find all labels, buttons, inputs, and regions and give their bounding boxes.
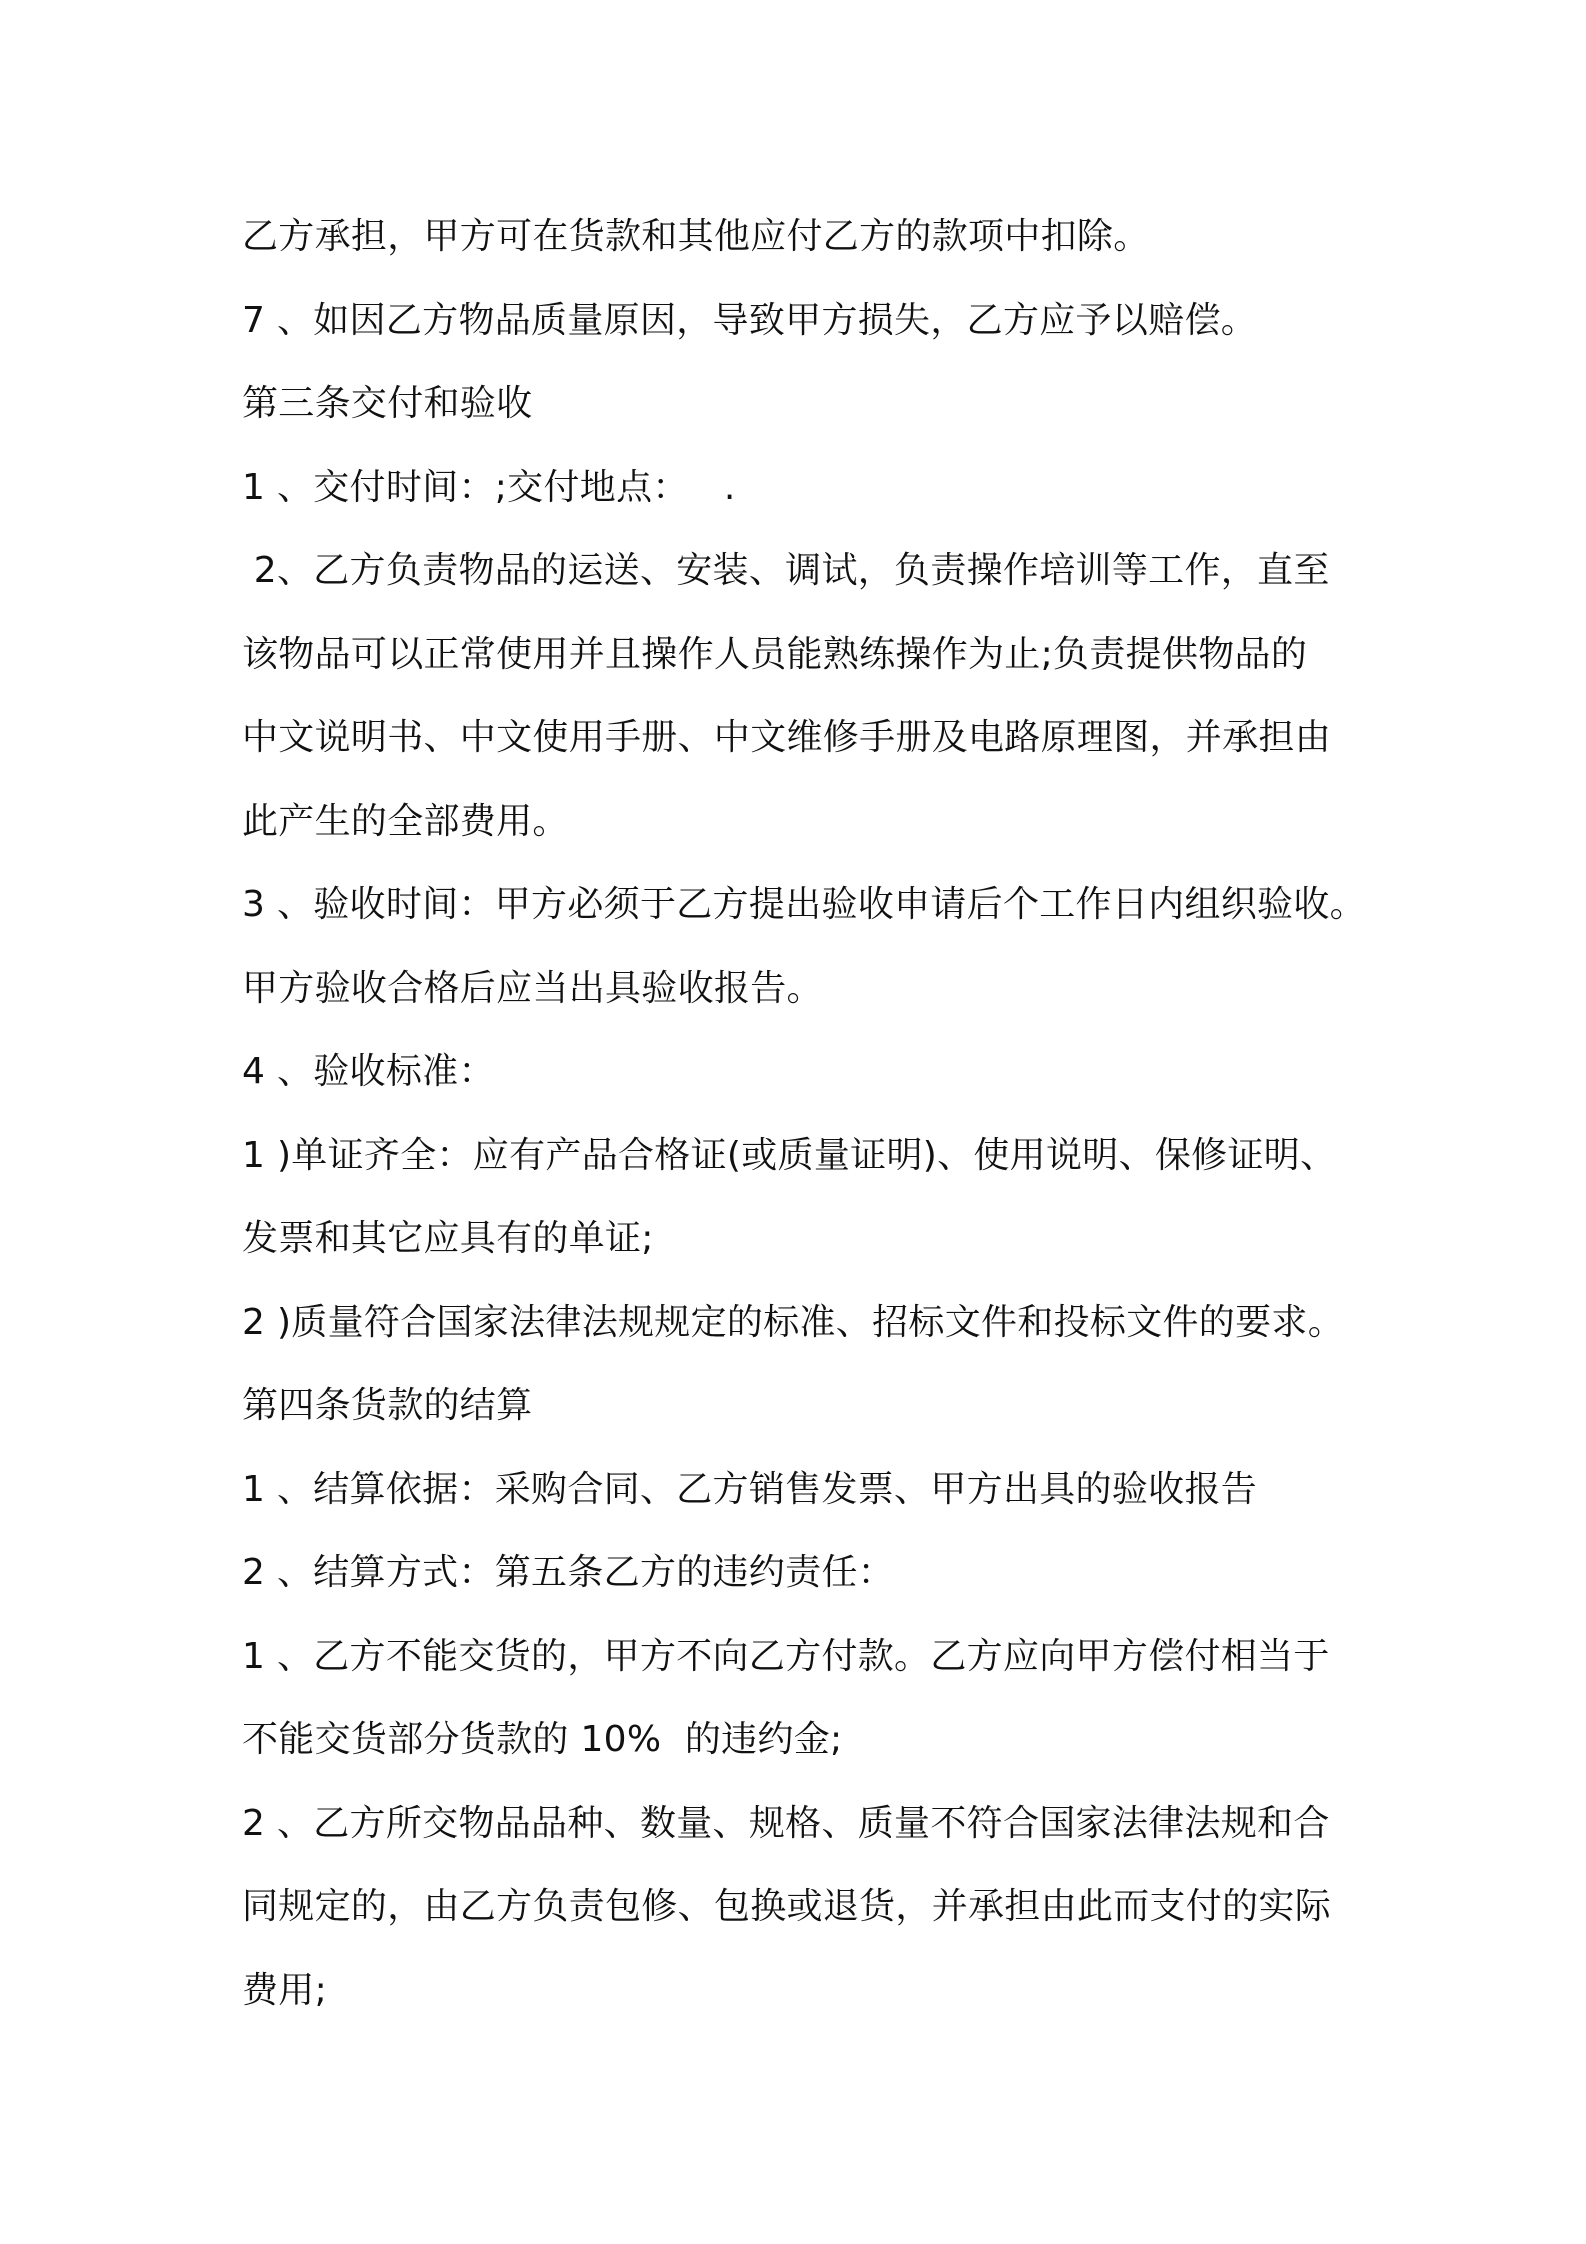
text-line: 2、乙方负责物品的运送、安装、调试，负责操作培训等工作，直至 [242, 550, 1330, 591]
text-line: 7 、如因乙方物品质量原因，导致甲方损失，乙方应予以赔偿。 [242, 299, 1258, 341]
section-heading: 第三条交付和验收 [242, 383, 533, 424]
text-line: 2 )质量符合国家法律法规规定的标准、招标文件和投标文件的要求。 [242, 1301, 1344, 1343]
text-line: 费用; [242, 1969, 328, 2011]
section-heading: 第四条货款的结算 [242, 1385, 533, 1426]
text-line: 4 、验收标准： [242, 1051, 495, 1092]
text-line: 该物品可以正常使用并且操作人员能熟练操作为止;负责提供物品的 [242, 633, 1308, 675]
text-line: 1 、结算依据：采购合同、乙方销售发票、甲方出具的验收报告 [242, 1468, 1258, 1510]
text-line: 同规定的，由乙方负责包修、包换或退货，并承担由此而支付的实际 [242, 1886, 1332, 1927]
text-line: 乙方承担，甲方可在货款和其他应付乙方的款项中扣除。 [242, 216, 1150, 257]
text-line: 中文说明书、中文使用手册、中文维修手册及电路原理图，并承担由 [242, 717, 1332, 758]
text-line: 发票和其它应具有的单证; [242, 1218, 654, 1259]
text-line: 2 、结算方式：第五条乙方的违约责任： [242, 1552, 895, 1593]
text-line: 此产生的全部费用。 [242, 800, 569, 842]
text-line: 1 、乙方不能交货的，甲方不向乙方付款。乙方应向甲方偿付相当于 [242, 1635, 1330, 1677]
text-line: 不能交货部分货款的 10% 的违约金; [242, 1719, 843, 1760]
text-line: 1 )单证齐全：应有产品合格证(或质量证明)、使用说明、保修证明、 [242, 1134, 1337, 1176]
text-line: 甲方验收合格后应当出具验收报告。 [242, 967, 823, 1009]
text-line: 1 、交付时间：;交付地点： . [242, 466, 736, 508]
text-line: 3 、验收时间：甲方必须于乙方提出验收申请后个工作日内组织验收。 [242, 884, 1366, 925]
contract-text [242, 195, 1366, 2032]
text-line: 2 、乙方所交物品品种、数量、规格、质量不符合国家法律法规和合 [242, 1802, 1330, 1844]
